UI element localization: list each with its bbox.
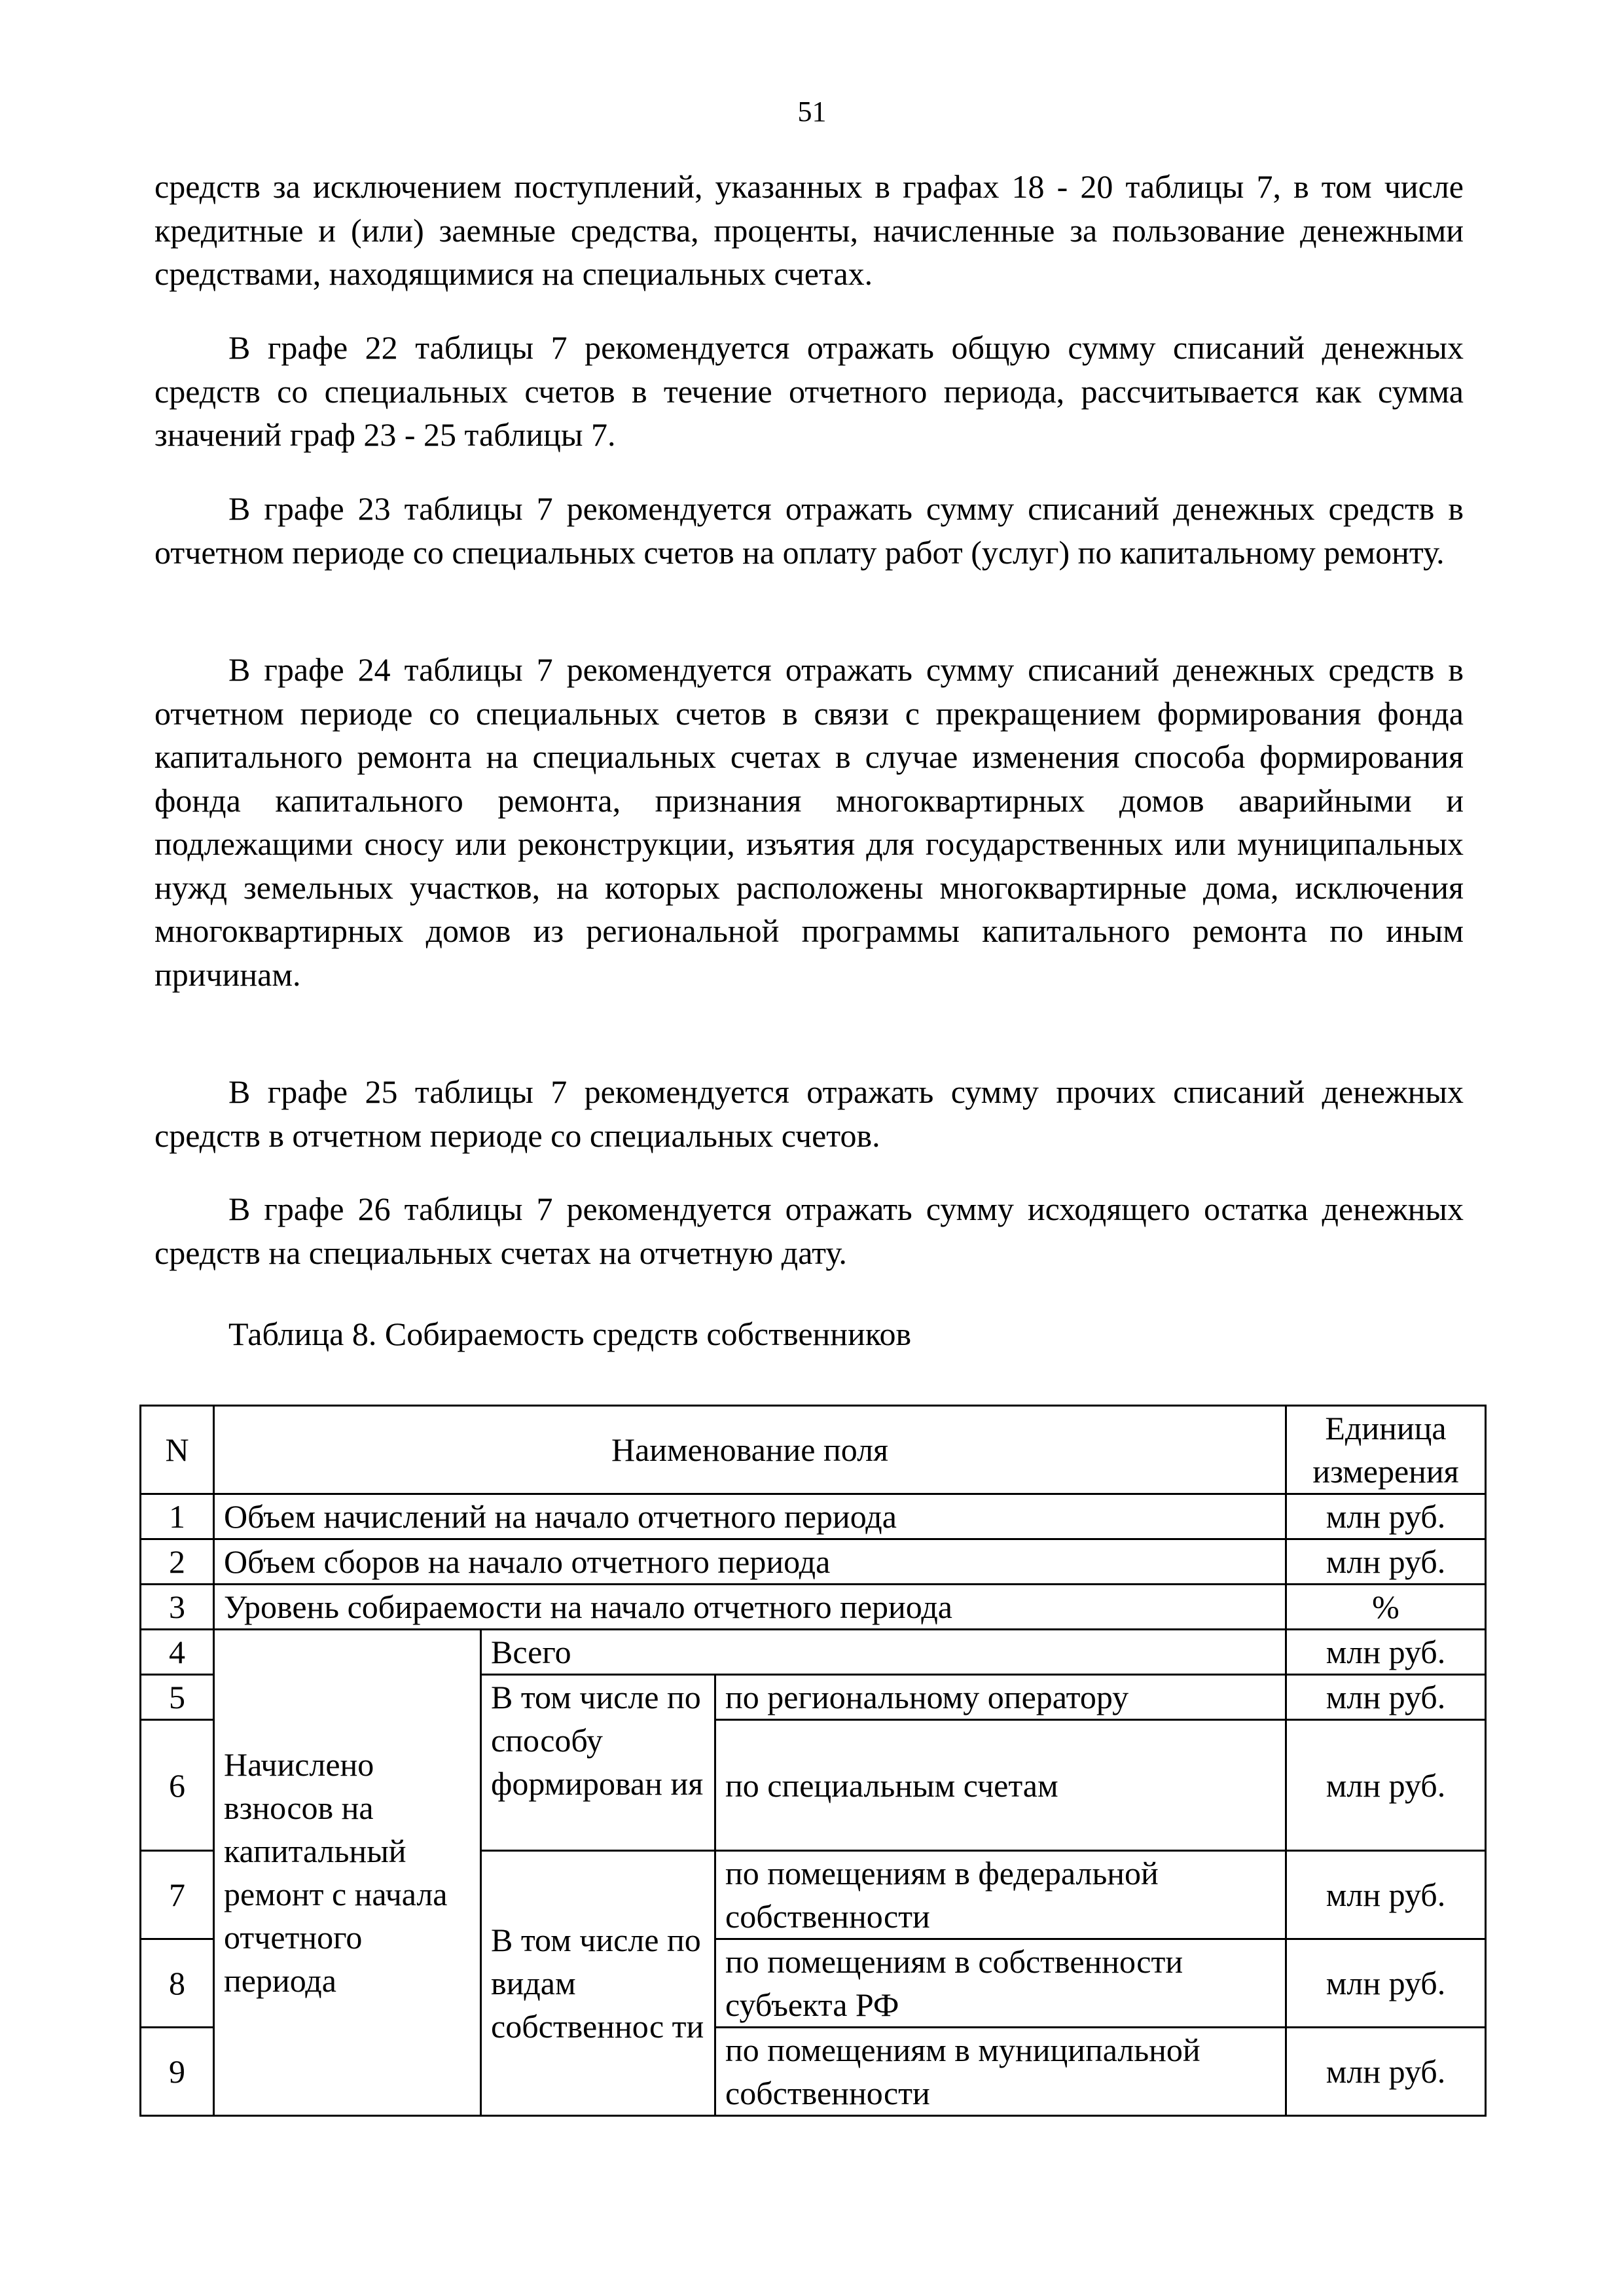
row-unit: млн руб. [1286,1851,1486,1939]
row-unit: млн руб. [1286,1630,1486,1675]
table-row [141,1494,1486,1539]
header-n: N [141,1406,214,1494]
table-row [141,1585,1486,1630]
row-unit: млн руб. [1286,2028,1486,2116]
paragraph-column-22: В графе 22 таблицы 7 рекомендуется отражать общую сумму списаний денежных средств со специальных счетов в течение отчетного периода, рассчитывается как сумма значений граф 23 - 25 таблицы 7. [154,329,1464,453]
sub-label-ownership: В том числе по видам собственнос ти [481,1851,715,2116]
row-number: 7 [141,1851,214,1939]
paragraph-column-24: В графе 24 таблицы 7 рекомендуется отражать сумму списаний денежных средств в отчетном периоде со специальных счетов в связи с прекращением формирования фонда капитального ремонта на специальных счетах в случае изменения способа формирования фонда капитального ремонта, признания многоквартирных домов аварийными и подлежащими сносу или реконструкции, изъятия для государственных или муниципальных нужд земельных участков, на которых расположены многоквартирные дома, исключения многоквартирных домов из региональной программы капитального ремонта по иным причинам. [154,651,1464,993]
row-unit: млн руб. [1286,1720,1486,1851]
row-field-name: по специальным счетам [715,1720,1286,1851]
header-unit: Единица измерения [1286,1406,1486,1494]
row-number: 2 [141,1539,214,1585]
row-number: 8 [141,1939,214,2028]
group-label-charged: Начислено взносов на капитальный ремонт с начала отчетного периода [214,1630,481,2116]
collection-table [139,1405,1487,2117]
row-field-name: по региональному оператору [715,1675,1286,1720]
paragraph-column-26: В графе 26 таблицы 7 рекомендуется отражать сумму исходящего остатка денежных средств на специальных счетах на отчетную дату. [154,1191,1464,1271]
table-caption: Таблица 8. Собираемость средств собственников [228,1316,912,1352]
row-unit: млн руб. [1286,1494,1486,1539]
row-field-name: по помещениям в федеральной собственности [715,1851,1286,1939]
header-field-name: Наименование поля [214,1406,1286,1494]
paragraph-column-23: В графе 23 таблицы 7 рекомендуется отражать сумму списаний денежных средств в отчетном периоде со специальных счетов на оплату работ (услуг) по капитальному ремонту. [154,490,1464,571]
row-field-name: Объем начислений на начало отчетного периода [214,1494,1286,1539]
row-unit: млн руб. [1286,1675,1486,1720]
paragraph-column-25: В графе 25 таблицы 7 рекомендуется отражать сумму прочих списаний денежных средств в отчетном периоде со специальных счетов. [154,1073,1464,1154]
row-field-name: по помещениям в муниципальной собственности [715,2028,1286,2116]
table-row [141,1539,1486,1585]
row-unit: млн руб. [1286,1939,1486,2028]
page-number: 51 [797,96,827,128]
paragraph-continuation: средств за исключением поступлений, указанных в графах 18 - 20 таблицы 7, в том числе кредитные и (или) заемные средства, проценты, начисленные за пользование денежными средствами, находящимися на специальных счетах. [154,168,1464,292]
table-row [141,1630,1486,1675]
table-header-row [141,1406,1486,1494]
row-number: 6 [141,1720,214,1851]
row-number: 9 [141,2028,214,2116]
sub-label-method: В том числе по способу формирован ия [481,1675,715,1851]
row-unit: млн руб. [1286,1539,1486,1585]
row-number: 3 [141,1585,214,1630]
row-number: 1 [141,1494,214,1539]
row-field-name: Всего [481,1630,1286,1675]
row-number: 4 [141,1630,214,1675]
row-field-name: Уровень собираемости на начало отчетного периода [214,1585,1286,1630]
row-field-name: по помещениям в собственности субъекта РФ [715,1939,1286,2028]
row-unit: % [1286,1585,1486,1630]
row-field-name: Объем сборов на начало отчетного периода [214,1539,1286,1585]
row-number: 5 [141,1675,214,1720]
